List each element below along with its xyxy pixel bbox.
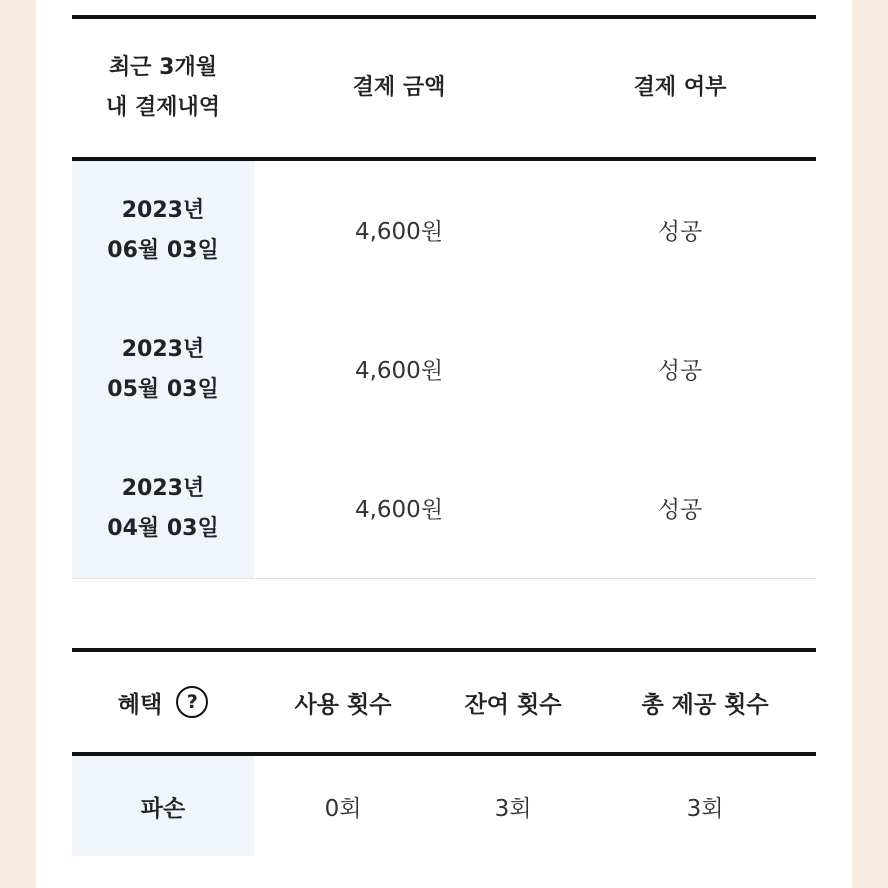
payment-amount: 4,600원 (354, 358, 444, 384)
header-benefit-label: 혜택 (117, 691, 163, 718)
payment-date (72, 439, 254, 578)
payment-amount: 4,600원 (354, 219, 444, 245)
header-remaining-count: 잔여 횟수 (464, 691, 562, 718)
payment-day: 05월 03일 (107, 376, 219, 402)
payment-year: 2023년 (121, 475, 205, 501)
payment-year: 2023년 (121, 197, 205, 223)
header-benefit (72, 686, 254, 719)
header-used-count: 사용 횟수 (294, 691, 392, 718)
payment-date (72, 161, 254, 300)
payment-year: 2023년 (121, 336, 205, 362)
header-history-label: 내 결제내역 (106, 95, 220, 120)
table-row (72, 161, 816, 300)
payment-header-row (72, 19, 816, 157)
payment-day: 04월 03일 (107, 515, 219, 541)
benefit-used: 0회 (324, 795, 362, 822)
table-bottom-rule (72, 578, 816, 579)
payment-date (72, 300, 254, 439)
payment-status: 성공 (657, 497, 703, 523)
benefits-header-row (72, 652, 816, 752)
header-total-count: 총 제공 횟수 (641, 691, 769, 718)
header-status: 결제 여부 (633, 75, 727, 100)
table-row (72, 756, 816, 856)
table-row (72, 439, 816, 578)
benefit-name: 파손 (140, 795, 186, 822)
benefit-remaining: 3회 (494, 795, 532, 822)
payment-rows (72, 161, 816, 578)
help-icon[interactable]: ? (176, 686, 208, 718)
header-recent-history (72, 48, 254, 128)
header-recent-label: 최근 3개월 (109, 55, 217, 80)
payment-history-table (72, 15, 816, 579)
header-amount: 결제 금액 (352, 75, 446, 100)
payment-amount: 4,600원 (354, 497, 444, 523)
benefit-rows (72, 756, 816, 856)
table-row (72, 300, 816, 439)
payment-day: 06월 03일 (107, 237, 219, 263)
payment-status: 성공 (657, 219, 703, 245)
page-card (36, 0, 852, 888)
benefit-total: 3회 (686, 795, 724, 822)
benefits-table (72, 648, 816, 856)
payment-status: 성공 (657, 358, 703, 384)
